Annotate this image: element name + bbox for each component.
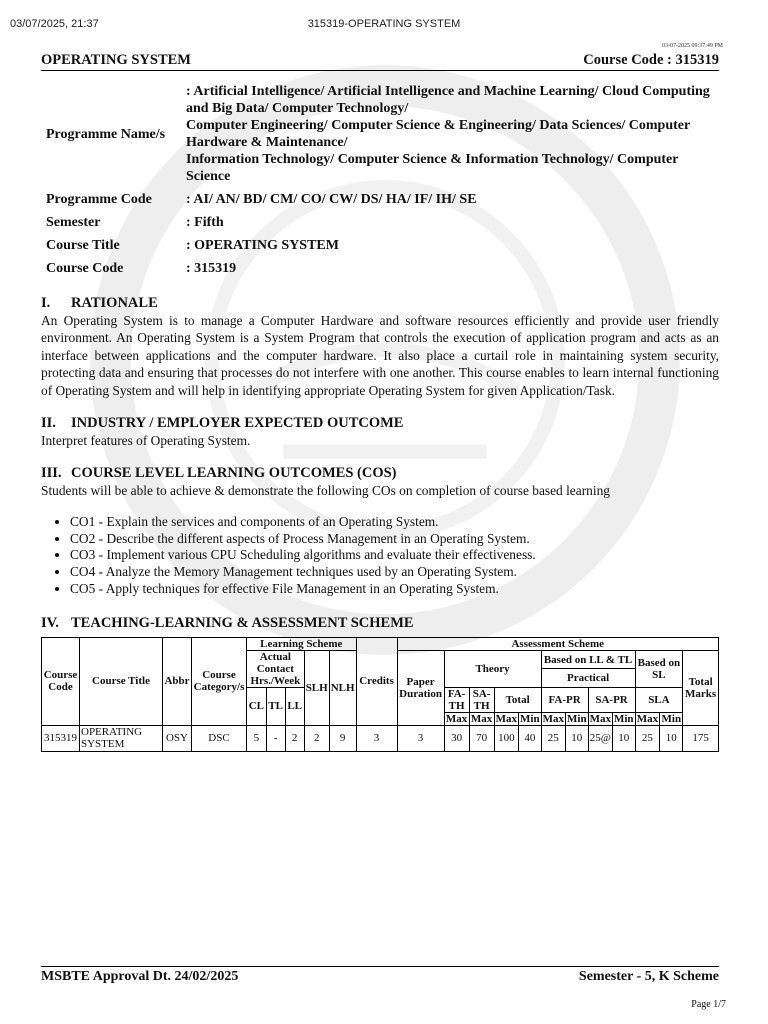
- th-min: Min: [520, 712, 540, 725]
- programme-info-table: [41, 81, 719, 281]
- info-row: [41, 212, 719, 235]
- th-fa-pr: FA-PR: [541, 687, 588, 712]
- th-max: Max: [542, 712, 564, 725]
- th-max: Max: [470, 712, 493, 725]
- th-abbr: Abbr: [163, 637, 192, 725]
- info-value: : 315319: [186, 261, 237, 276]
- section-heading-industry: II. INDUSTRY / EMPLOYER EXPECTED OUTCOME: [41, 415, 404, 432]
- th-max: Max: [495, 712, 518, 725]
- th-based-on-ll-tl: Based on LL & TL: [541, 650, 635, 669]
- page-number: Page 1/7: [691, 999, 726, 1010]
- th-max: Max: [636, 712, 659, 725]
- info-key: Course Title: [46, 238, 120, 253]
- th-paper-duration: Paper Duration: [397, 650, 444, 725]
- cos-list: [41, 514, 719, 598]
- th-sa-pr: SA-PR: [588, 687, 635, 712]
- cell-cl: 5: [247, 725, 267, 751]
- info-key: Programme Name/s: [46, 126, 166, 142]
- th-category: Course Category/s: [192, 637, 247, 725]
- section-heading-scheme: IV. TEACHING-LEARNING & ASSESSMENT SCHEME: [41, 614, 414, 631]
- th-total-marks: Total Marks: [683, 650, 719, 725]
- cell-total-min: 40: [519, 725, 542, 751]
- th-based-on-sl: Based on SL: [635, 650, 683, 687]
- th-max: Max: [589, 712, 611, 725]
- info-key: Semester: [46, 215, 101, 230]
- th-learning-scheme: Learning Scheme: [247, 637, 357, 650]
- th-max: Max: [445, 712, 468, 725]
- page-footer: [41, 966, 719, 985]
- cell-paper-duration: 3: [397, 725, 444, 751]
- th-assessment-scheme: Assessment Scheme: [397, 637, 718, 650]
- info-row: [41, 189, 719, 212]
- document-page: [41, 52, 719, 752]
- th-fa-th: FA-TH: [444, 687, 469, 712]
- cell-total-max: 100: [494, 725, 518, 751]
- cell-fa-pr-max: 25: [541, 725, 565, 751]
- list-item: • CO5 - Apply techniques for effective File Management in an Operating System.: [70, 581, 719, 598]
- th-min: Min: [613, 712, 634, 725]
- cell-abbr: OSY: [163, 725, 192, 751]
- industry-text: Interpret features of Operating System.: [41, 433, 251, 449]
- cos-intro: Students will be able to achieve & demonstrate the following COs on completion of course based learning: [41, 483, 610, 499]
- info-row: [41, 81, 719, 189]
- cell-category: DSC: [192, 725, 247, 751]
- approval-date: MSBTE Approval Dt. 24/02/2025: [41, 969, 239, 984]
- info-value: : Fifth: [186, 215, 224, 230]
- list-item: • CO4 - Analyze the Memory Management techniques used by an Operating System.: [70, 564, 719, 581]
- cell-slh: 2: [304, 725, 329, 751]
- cell-sla-max: 25: [635, 725, 660, 751]
- info-key: Programme Code: [46, 192, 152, 207]
- list-item: • CO1 - Explain the services and components of an Operating System.: [70, 514, 719, 531]
- section-heading-cos: III. COURSE LEVEL LEARNING OUTCOMES (COS): [41, 465, 397, 482]
- cell-sa-pr-min: 10: [612, 725, 635, 751]
- th-sla: SLA: [635, 687, 683, 712]
- print-header: [0, 18, 768, 32]
- section-heading-rationale: I. RATIONALE: [41, 295, 158, 311]
- th-tl: TL: [266, 687, 285, 725]
- th-min: Min: [567, 712, 587, 725]
- cell-sa-th-max: 70: [469, 725, 494, 751]
- info-value: : OPERATING SYSTEM: [186, 238, 339, 253]
- th-min: Min: [661, 712, 682, 725]
- th-theory: Theory: [444, 650, 541, 687]
- cell-credits: 3: [356, 725, 397, 751]
- print-datetime: 03/07/2025, 21:37: [10, 18, 99, 30]
- semester-scheme: Semester - 5, K Scheme: [578, 969, 719, 984]
- cell-ll: 2: [285, 725, 304, 751]
- list-item: • CO3 - Implement various CPU Scheduling algorithms and evaluate their effectiveness.: [70, 547, 719, 564]
- cell-fa-pr-min: 10: [566, 725, 589, 751]
- course-title-bar: [41, 52, 719, 71]
- cell-fa-th-max: 30: [444, 725, 469, 751]
- th-ll: LL: [285, 687, 304, 725]
- th-total: Total: [494, 687, 541, 712]
- list-item: • CO2 - Describe the different aspects of Process Management in an Operating System.: [70, 531, 719, 548]
- cell-total-marks: 175: [683, 725, 719, 751]
- document-timestamp: 03-07-2025 09:37:49 PM: [661, 43, 723, 49]
- th-cl: CL: [247, 687, 267, 725]
- th-actual-contact: Actual Contact Hrs./Week: [247, 650, 305, 687]
- th-course-code: Course Code: [42, 637, 80, 725]
- cell-title: OPERATING SYSTEM: [80, 725, 163, 751]
- th-slh: SLH: [304, 650, 329, 725]
- th-credits: Credits: [356, 637, 397, 725]
- info-row: [41, 235, 719, 258]
- teaching-assessment-scheme-table: [41, 637, 719, 752]
- cell-tl: -: [266, 725, 285, 751]
- cell-sla-min: 10: [660, 725, 683, 751]
- th-practical: Practical: [541, 669, 635, 688]
- th-course-title: Course Title: [80, 637, 163, 725]
- info-value: [186, 81, 719, 189]
- table-row: [42, 725, 719, 751]
- programme-names-line-1: [186, 83, 719, 185]
- info-value: : AI/ AN/ BD/ CM/ CO/ CW/ DS/ HA/ IF/ IH/ SE: [186, 192, 477, 207]
- programme-names-line: Computer Engineering/ Computer Science & Engineering/ Data Sciences/ Computer Hardware & Maintenance/: [186, 118, 690, 150]
- th-nlh: NLH: [329, 650, 356, 725]
- th-sa-th: SA-TH: [469, 687, 494, 712]
- programme-names-line: : Artificial Intelligence/ Artificial Intelligence and Machine Learning/ Cloud Computing and Big Data/ Computer Technology/: [186, 84, 710, 116]
- cell-code: 315319: [42, 725, 80, 751]
- cell-nlh: 9: [329, 725, 356, 751]
- course-name-heading: OPERATING SYSTEM: [41, 52, 191, 68]
- rationale-text: An Operating System is to manage a Computer Hardware and software resources efficiently and provide user friendly environment. An Operating System is a System Program that controls the execution of application program and acts as an interface between applications and the computer hardware. It also place a curtail role in maintaining system security, protecting data and ensuring that processes do not interfere with one another. This course enables to learn internal functioning of Operating System and will help in identifying appropriate Operating System for given Application/Task.: [41, 313, 719, 398]
- programme-names-line: Information Technology/ Computer Science & Information Technology/ Computer Science: [186, 152, 679, 184]
- info-row: [41, 258, 719, 281]
- course-code-heading: Course Code : 315319: [583, 52, 719, 68]
- print-tab-title: 315319-OPERATING SYSTEM: [307, 18, 461, 30]
- cell-sa-pr-max: 25@: [588, 725, 612, 751]
- info-key: Course Code: [46, 261, 124, 276]
